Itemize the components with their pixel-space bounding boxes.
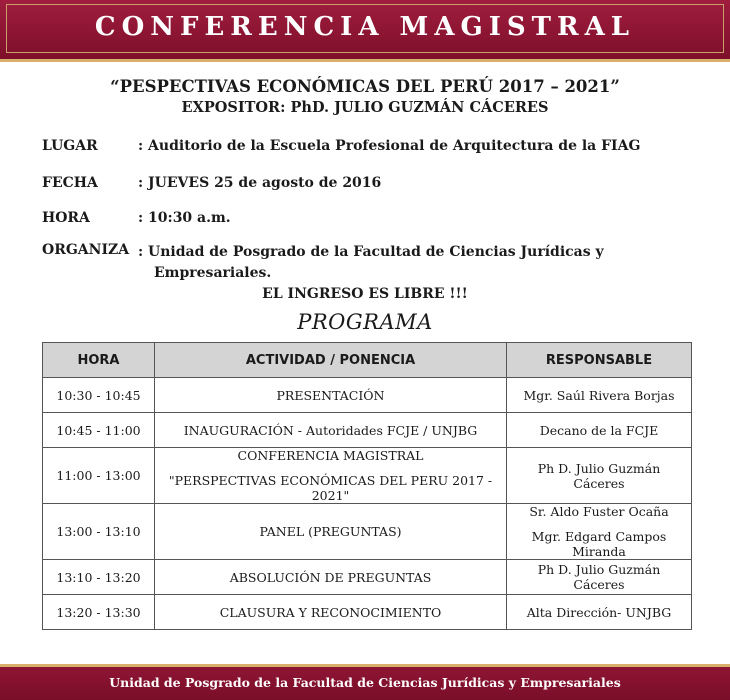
actividad-line-2: "PERSPECTIVAS ECONÓMICAS DEL PERU 2017 - 2021"	[168, 473, 493, 503]
lugar-value: : Auditorio de la Escuela Profesional de Arquitectura de la FIAG	[138, 138, 641, 154]
hora-label: HORA	[42, 210, 90, 226]
cell-actividad: INAUGURACIÓN - Autoridades FCJE / UNJBG	[155, 413, 507, 448]
actividad-line-1: CONFERENCIA MAGISTRAL	[237, 448, 424, 463]
cell-actividad: CLAUSURA Y RECONOCIMIENTO	[155, 595, 507, 630]
table-row	[43, 560, 692, 595]
table-row	[43, 413, 692, 448]
speaker-line: EXPOSITOR: PhD. JULIO GUZMÁN CÁCERES	[181, 99, 549, 116]
hora-value: : 10:30 a.m.	[138, 210, 231, 226]
cell-responsable: Alta Dirección- UNJBG	[507, 595, 692, 630]
footer-text: Unidad de Posgrado de la Facultad de Ciencias Jurídicas y Empresariales	[109, 675, 621, 690]
organiza-line-2: Empresariales.	[154, 265, 272, 281]
cell-hora: 10:45 - 11:00	[43, 413, 155, 448]
organiza-line-1: : Unidad de Posgrado de la Facultad de Ciencias Jurídicas y	[138, 244, 604, 260]
header-responsable: RESPONSABLE	[507, 343, 692, 378]
cell-hora: 10:30 - 10:45	[43, 378, 155, 413]
cell-responsable: Ph D. Julio Guzmán Cáceres	[507, 448, 692, 504]
cell-hora: 13:20 - 13:30	[43, 595, 155, 630]
responsable-line-1: Sr. Aldo Fuster Ocaña	[529, 504, 669, 519]
fecha-value: : JUEVES 25 de agosto de 2016	[138, 175, 382, 191]
cell-responsable: Decano de la FCJE	[507, 413, 692, 448]
lugar-label: LUGAR	[42, 138, 98, 154]
table-row	[43, 448, 692, 504]
cell-actividad: PRESENTACIÓN	[155, 378, 507, 413]
cell-actividad	[155, 448, 507, 504]
program-table	[42, 342, 692, 630]
cell-responsable: Mgr. Saúl Rivera Borjas	[507, 378, 692, 413]
organiza-label: ORGANIZA	[42, 242, 130, 258]
cell-hora: 13:10 - 13:20	[43, 560, 155, 595]
cell-hora: 13:00 - 13:10	[43, 504, 155, 560]
organiza-value	[138, 242, 678, 284]
programa-heading: PROGRAMA	[297, 310, 433, 334]
cell-hora: 11:00 - 13:00	[43, 448, 155, 504]
header-hora: HORA	[43, 343, 155, 378]
table-header-row	[43, 343, 692, 378]
banner-title: CONFERENCIA MAGISTRAL	[94, 12, 636, 42]
cell-responsable	[507, 504, 692, 560]
cell-actividad: PANEL (PREGUNTAS)	[155, 504, 507, 560]
responsable-line-2: Mgr. Edgard Campos Miranda	[531, 529, 667, 559]
cell-responsable: Ph D. Julio Guzmán Cáceres	[507, 560, 692, 595]
cell-actividad: ABSOLUCIÓN DE PREGUNTAS	[155, 560, 507, 595]
bottom-banner	[0, 664, 730, 700]
header-actividad: ACTIVIDAD / PONENCIA	[155, 343, 507, 378]
talk-title: “PESPECTIVAS ECONÓMICAS DEL PERÚ 2017 – 2021”	[110, 77, 620, 96]
free-entry-notice: EL INGRESO ES LIBRE !!!	[262, 286, 468, 302]
fecha-label: FECHA	[42, 175, 98, 191]
table-row	[43, 595, 692, 630]
table-row	[43, 504, 692, 560]
table-row	[43, 378, 692, 413]
top-banner	[0, 0, 730, 62]
